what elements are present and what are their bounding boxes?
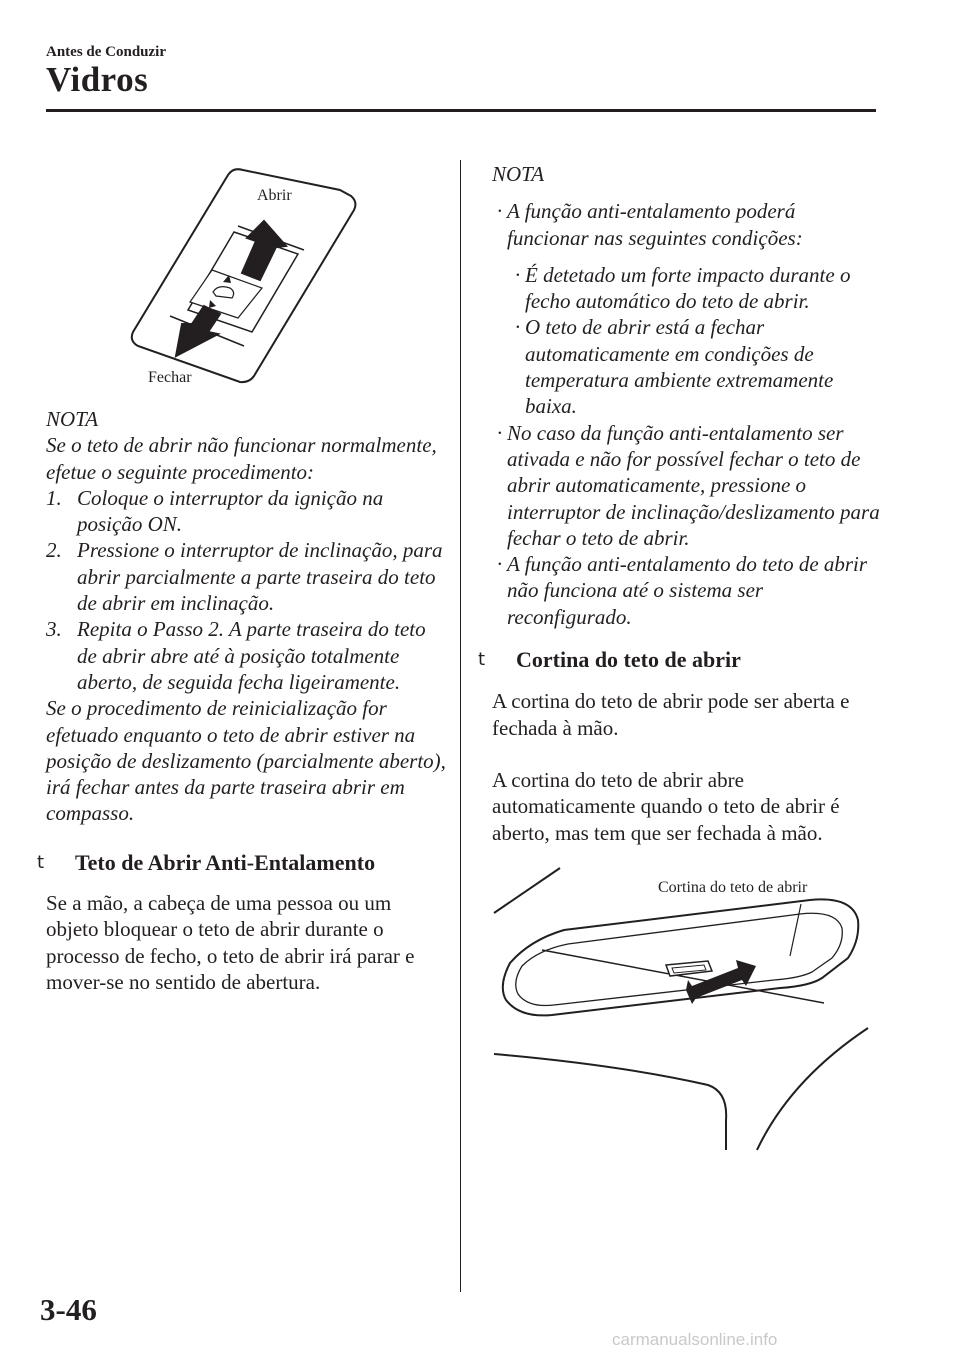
section-label: Antes de Conduzir (46, 44, 167, 60)
bullet-text: O teto de abrir está a fechar automaticamente em condições de temperatura ambiente extremamente baixa. (525, 315, 834, 419)
bullet-dot: · (514, 262, 521, 287)
shade-paragraph-2: A cortina do teto de abrir abre automaticamente quando o teto de abrir é aberto, mas tem que ser fechada à mão. (492, 767, 840, 845)
note-title: NOTA (46, 407, 99, 431)
bullet-dot: · (496, 552, 503, 577)
bullet-text: A função anti-entalamento do teto de abrir não funciona até o sistema ser reconfigurado. (507, 552, 868, 629)
section-heading-shade (478, 647, 882, 673)
watermark: carmanualsonline.info (612, 1330, 778, 1349)
shade-label: Cortina do teto de abrir (658, 879, 808, 896)
page-number: 3-46 (40, 1292, 97, 1327)
label-open: Abrir (257, 187, 292, 204)
note-bullet (492, 551, 882, 630)
bullet-text: A função anti-entalamento poderá funcionar nas seguintes condições: (507, 199, 803, 250)
note-outro: Se o procedimento de reinicialização for efetuado enquanto o teto de abrir estiver na posição de deslizamento (parcialmente aberto), irá fechar antes da parte traseira abrir em compasso. (46, 696, 446, 826)
column-divider (460, 160, 461, 1292)
bullet-text: No caso da função anti-entalamento ser ativada e não for possível fechar o teto de abrir automaticamente, pressione o interruptor de inclinação/deslizamento para fechar o teto de abrir. (507, 420, 880, 550)
step-number: 2. (46, 538, 62, 563)
step-text: Coloque o interruptor da ignição na posição ON. (77, 485, 384, 537)
note-title: NOTA (492, 162, 545, 186)
sunroof-switch-illustration (110, 160, 380, 390)
sunroof-shade-illustration (480, 860, 880, 1160)
bullet-text: É detetado um forte impacto durante o fecho automático do teto de abrir. (525, 262, 851, 314)
note-bullet (492, 420, 882, 551)
note-sub-bullet (492, 314, 882, 419)
step-1 (46, 485, 446, 538)
right-column (478, 161, 882, 846)
note-intro: Se o teto de abrir não funcionar normalmente, efetue o seguinte procedimento: (46, 433, 437, 484)
note-sub-bullet (492, 262, 882, 315)
step-number: 3. (46, 617, 62, 642)
step-text: Pressione o interruptor de inclinação, para abrir parcialmente a parte traseira do teto de abrir em inclinação. (77, 538, 443, 616)
bullet-dot: · (496, 420, 503, 445)
heading-text: Teto de Abrir Anti-Entalamento (75, 849, 376, 875)
shade-paragraph-1: A cortina do teto de abrir pode ser aberta e fechada à mão. (492, 689, 850, 740)
bullet-dot: · (514, 315, 521, 340)
step-number: 1. (46, 485, 62, 510)
title-rule (46, 109, 876, 112)
section-marker-icon: t (478, 649, 486, 671)
heading-text: Cortina do teto de abrir (516, 647, 741, 673)
step-2 (46, 537, 446, 616)
step-text: Repita o Passo 2. A parte traseira do teto de abrir abre até à posição totalmente aberto, de seguida fecha ligeiramente. (77, 617, 426, 694)
label-close: Fechar (148, 369, 192, 386)
section-marker-icon: t (37, 851, 45, 873)
left-column (37, 406, 446, 995)
anti-pinch-body: Se a mão, a cabeça de uma pessoa ou um objeto bloquear o teto de abrir durante o processo de fecho, o teto de abrir irá parar e mover-se no sentido de abertura. (46, 891, 415, 994)
note-bullet (492, 198, 882, 251)
section-heading-anti-pinch (37, 850, 446, 876)
page-title: Vidros (46, 60, 149, 99)
step-3 (46, 616, 446, 695)
bullet-dot: · (496, 199, 503, 224)
